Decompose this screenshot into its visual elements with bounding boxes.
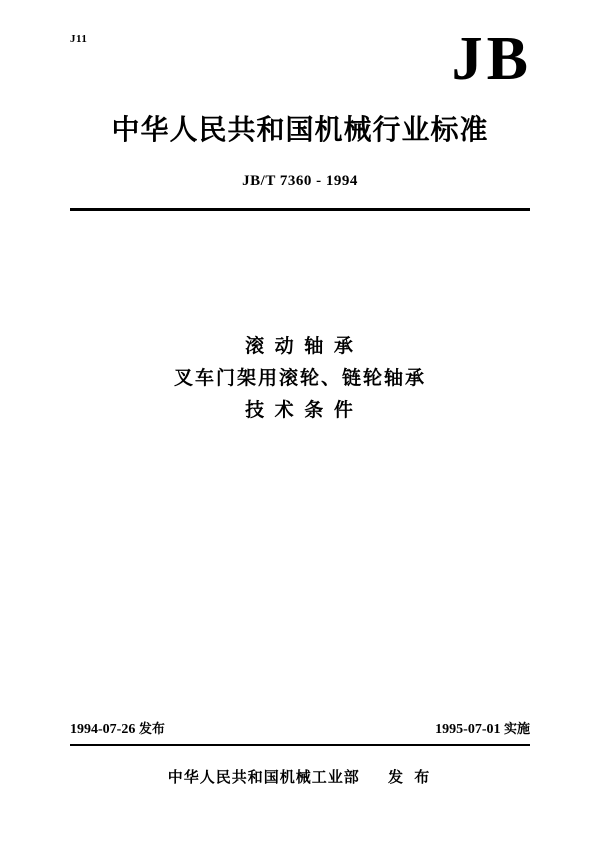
- subject-line-1: 滚 动 轴 承: [245, 335, 355, 357]
- header-divider: [70, 208, 530, 211]
- classification-code: J11: [70, 33, 88, 45]
- dates-row: [70, 718, 530, 738]
- subject-line-3: 技 术 条 件: [245, 399, 355, 421]
- issue-date: 1994-07-26: [70, 722, 136, 737]
- effective-date-group: [435, 718, 530, 738]
- publisher-verb: 发 布: [388, 768, 433, 786]
- jb-emblem: JB: [451, 25, 532, 93]
- issue-date-group: [70, 718, 165, 738]
- issue-date-label: 发布: [138, 722, 165, 737]
- effective-date-label: 实施: [503, 722, 530, 737]
- subject-line-2: 叉车门架用滚轮、链轮轴承: [173, 367, 426, 389]
- page-title: 中华人民共和国机械行业标准: [111, 113, 489, 146]
- publisher-name: 中华人民共和国机械工业部: [167, 768, 360, 786]
- publisher-line: [0, 766, 600, 787]
- standard-number: JB/T 7360 - 1994: [242, 173, 358, 189]
- subject-block: [0, 330, 600, 426]
- effective-date: 1995-07-01: [435, 722, 501, 737]
- footer-divider: [70, 744, 530, 746]
